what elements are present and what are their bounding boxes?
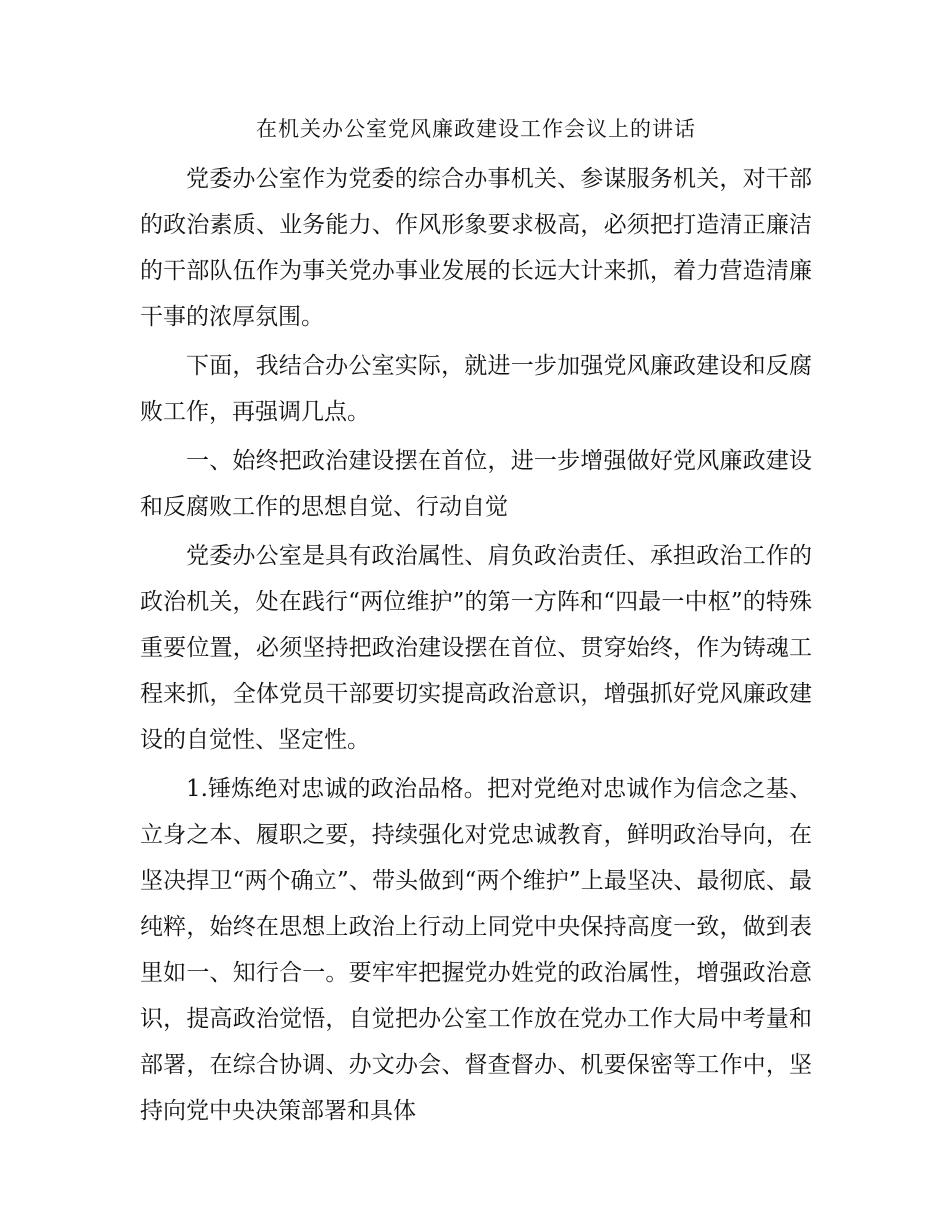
document-title: 在机关办公室党风廉政建设工作会议上的讲话 xyxy=(256,117,696,141)
paragraph-intro: 党委办公室作为党委的综合办事机关、参谋服务机关，对干部的政治素质、业务能力、作风形象要求极高，必须把打造清正廉洁的干部队伍作为事关党办事业发展的长远大计来抓，着力营造清廉干事的浓厚氛围。 xyxy=(140,166,812,330)
paragraph-section-1: 党委办公室是具有政治属性、肩负政治责任、承担政治工作的政治机关，处在践行“两位维护”的第一方阵和“四最一中枢”的特殊重要位置，必须坚持把政治建设摆在首位、贯穿始终，作为铸魂工程来抓，全体党员干部要切实提高政治意识，增强抓好党风廉政建设的自觉性、坚定性。 xyxy=(140,543,812,753)
paragraph-transition: 下面，我结合办公室实际，就进一步加强党风廉政建设和反腐败工作，再强调几点。 xyxy=(140,353,812,425)
paragraph-point-1: 1.锤炼绝对忠诚的政治品格。把对党绝对忠诚作为信念之基、立身之本、履职之要，持续强化对党忠诚教育，鲜明政治导向，在坚决捍卫“两个确立”、带头做到“两个维护”上最坚决、最彻底、最纯粹，始终在思想上政治上行动上同党中央保持高度一致，做到表里如一、知行合一。要牢牢把握党办姓党的政治属性，增强政治意识，提高政治觉悟，自觉把办公室工作放在党办工作大局中考量和部署，在综合协调、办文办会、督查督办、机要保密等工作中，坚持向党中央决策部署和具体 xyxy=(140,776,812,1124)
section-heading-1: 一、始终把政治建设摆在首位，进一步增强做好党风廉政建设和反腐败工作的思想自觉、行动自觉 xyxy=(140,448,812,520)
